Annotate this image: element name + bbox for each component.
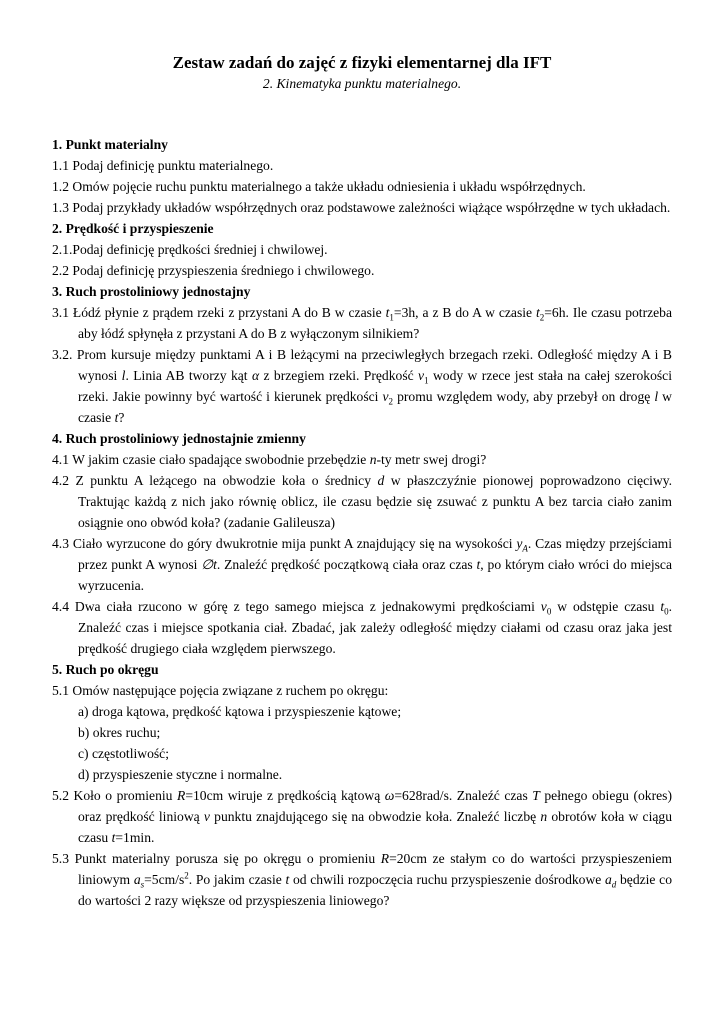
problem-3-1: 3.1 Łódź płynie z prądem rzeki z przystani A do B w czasie $t_1=3h$, a z B do A w czasie $t_2=6h$. Ile czasu potrzeba aby łódź spłynęła z przystani A do B z wyłączonym silnikiem? [52,305,672,341]
problem-5-1-d: d) przyspieszenie styczne i normalne. [78,767,283,782]
problem-4-3: 4.3 Ciało wyrzucone do góry dwukrotnie mija punkt A znajdujący się na wysokości $y_A$. Czas między przejściami przez punkt A wynosi ∅t. Znaleźć prędkość początkową ciała oraz czas t, po którym ciało wróci do miejsca wyrzucenia. [52,536,672,593]
problem-1-3: 1.3 Podaj przykłady układów współrzędnych oraz podstawowe zależności wiążące współrzędne w tych układach. [52,200,671,215]
problem-1-2: 1.2 Omów pojęcie ruchu punktu materialnego a także układu odniesienia i układu współrzędnych. [52,179,586,194]
problem-5-1: 5.1 Omów następujące pojęcia związane z ruchem po okręgu: [52,683,389,698]
problem-1-1: 1.1 Podaj definicję punktu materialnego. [52,158,274,173]
problem-3-2: 3.2. Prom kursuje między punktami A i B leżącymi na przeciwległych brzegach rzeki. Odległość między A i B wynosi l. Linia AB tworzy kąt α z brzegiem rzeki. Prędkość $v_1$ wody w rzece jest stała na całej szerokości rzeki. Jakie powinny być wartość i kierunek prędkości $v_2$ promu względem wody, aby przebył on drogę l w czasie t? [52,347,672,425]
problem-2-2: 2.2 Podaj definicję przyspieszenia średniego i chwilowego. [52,263,375,278]
section-heading: 1. Punkt materialny [52,137,168,152]
page-title: Zestaw zadań do zajęć z fizyki elementarnej dla IFT [172,53,552,72]
problem-4-2: 4.2 Z punktu A leżącego na obwodzie koła o średnicy d w płaszczyźnie pionowej poprowadzono cięciwy. Traktując każdą z nich jako równię oblicz, ile czasu będzie się zsuwać z punktu A bez tarcia ciało zanim osiągnie ono obwód koła? (zadanie Galileusza) [52,473,673,530]
page-subtitle: 2. Kinematyka punktu materialnego. [262,76,462,91]
problem-5-1-c: c) częstotliwość; [78,746,169,761]
section-heading: 5. Ruch po okręgu [52,662,159,677]
problem-5-3: 5.3 Punkt materialny porusza się po okręgu o promieniu R=20cm ze stałym co do wartości przyspieszeniem liniowym $a_s=5cm/s^2$. Po jakim czasie t od chwili rozpoczęcia ruchu przyspieszenie dośrodkowe $a_d$ będzie co do wartości 2 razy większe od przyspieszenia liniowego? [52,851,673,908]
problem-4-1: 4.1 W jakim czasie ciało spadające swobodnie przebędzie n-ty metr swej drogi? [52,452,487,467]
problem-5-2: 5.2 Koło o promieniu R=10cm wiruje z prędkością kątową ω=628rad/s. Znaleźć czas T pełnego obiegu (okres) oraz prędkość liniową v punktu znajdującego się na obwodzie koła. Znaleźć liczbę n obrotów koła w ciągu czasu t=1min. [52,788,672,845]
section-heading: 2. Prędkość i przyspieszenie [52,221,214,236]
section-heading: 3. Ruch prostoliniowy jednostajny [52,284,251,299]
problem-5-1-b: b) okres ruchu; [78,725,161,740]
problem-2-1: 2.1.Podaj definicję prędkości średniej i chwilowej. [52,242,328,257]
section-heading: 4. Ruch prostoliniowy jednostajnie zmienny [52,431,306,446]
problem-5-1-a: a) droga kątowa, prędkość kątowa i przyspieszenie kątowe; [78,704,402,719]
problem-4-4: 4.4 Dwa ciała rzucono w górę z tego samego miejsca z jednakowymi prędkościami $v_0$ w odstępie czasu $t_0$. Znaleźć czas i miejsce spotkania ciał. Zbadać, jak zależy odległość między ciałami od czasu oraz jaka jest prędkość drugiego ciała względem pierwszego. [52,599,672,656]
